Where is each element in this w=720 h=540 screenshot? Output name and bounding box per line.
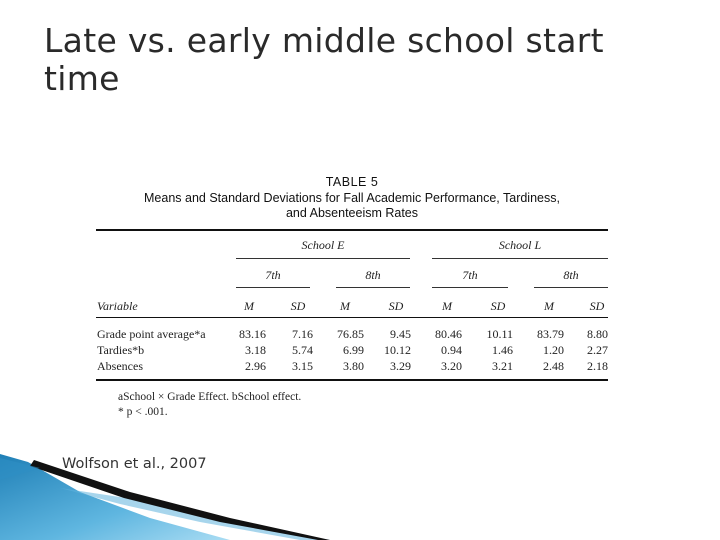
stat-header: M (544, 299, 554, 313)
table-caption-line1: Means and Standard Deviations for Fall Academic Performance, Tardiness, (144, 190, 560, 205)
cell: 0.94 (441, 343, 462, 357)
cell: 3.21 (492, 359, 513, 373)
row-label: Grade point average*a (97, 327, 206, 341)
table-note: * p < .001. (118, 406, 168, 418)
row-label: Absences (97, 359, 143, 373)
grade-rule (534, 287, 608, 288)
table-caption (96, 175, 608, 222)
cell: 2.48 (543, 359, 564, 373)
cell: 83.16 (239, 327, 266, 341)
cell: 1.20 (543, 343, 564, 357)
cell: 2.18 (587, 359, 608, 373)
cell: 10.11 (486, 327, 513, 341)
citation: Wolfson et al., 2007 (62, 456, 207, 472)
grade-header: 7th (462, 268, 478, 282)
cell: 6.99 (343, 343, 364, 357)
stat-header: SD (388, 299, 404, 313)
slide-corner-decoration (0, 440, 720, 540)
cell: 83.79 (537, 327, 564, 341)
cell: 3.18 (245, 343, 266, 357)
cell: 9.45 (390, 327, 411, 341)
stat-header: M (340, 299, 350, 313)
table-bottom-rule (96, 379, 608, 381)
cell: 1.46 (492, 343, 513, 357)
stat-header: SD (490, 299, 506, 313)
cell: 7.16 (292, 327, 313, 341)
variable-header: Variable (97, 299, 138, 313)
slide-title: Late vs. early middle school start time (44, 21, 604, 98)
stat-header: M (442, 299, 452, 313)
cell: 76.85 (337, 327, 364, 341)
table-number: TABLE 5 (325, 175, 379, 189)
group-header-school-l: School L (498, 238, 542, 252)
cell: 2.96 (245, 359, 266, 373)
group-header-school-e: School E (301, 238, 345, 252)
cell: 8.80 (587, 327, 608, 341)
table-caption-line2: and Absenteeism Rates (285, 206, 419, 220)
cell: 3.29 (390, 359, 411, 373)
table-note: aSchool × Grade Effect. bSchool effect. (118, 391, 302, 403)
row-label: Tardies*b (97, 343, 145, 357)
group-rule-school-l (432, 258, 608, 259)
cell: 10.12 (384, 343, 411, 357)
table-top-rule (96, 229, 608, 231)
cell: 3.15 (292, 359, 313, 373)
grade-header: 7th (265, 268, 281, 282)
cell: 5.74 (292, 343, 313, 357)
group-rule-school-e (236, 258, 410, 259)
cell: 3.20 (441, 359, 462, 373)
stat-header: M (244, 299, 254, 313)
grade-rule (336, 287, 410, 288)
grade-rule (236, 287, 310, 288)
grade-header: 8th (365, 268, 381, 282)
cell: 3.80 (343, 359, 364, 373)
cell: 2.27 (587, 343, 608, 357)
table-row (96, 343, 608, 358)
table-row (96, 327, 608, 342)
grade-rule (432, 287, 508, 288)
cell: 80.46 (435, 327, 462, 341)
grade-header: 8th (563, 268, 579, 282)
table-row (96, 359, 608, 374)
stat-header: SD (589, 299, 605, 313)
stat-header: SD (290, 299, 306, 313)
header-bottom-rule (96, 317, 608, 318)
